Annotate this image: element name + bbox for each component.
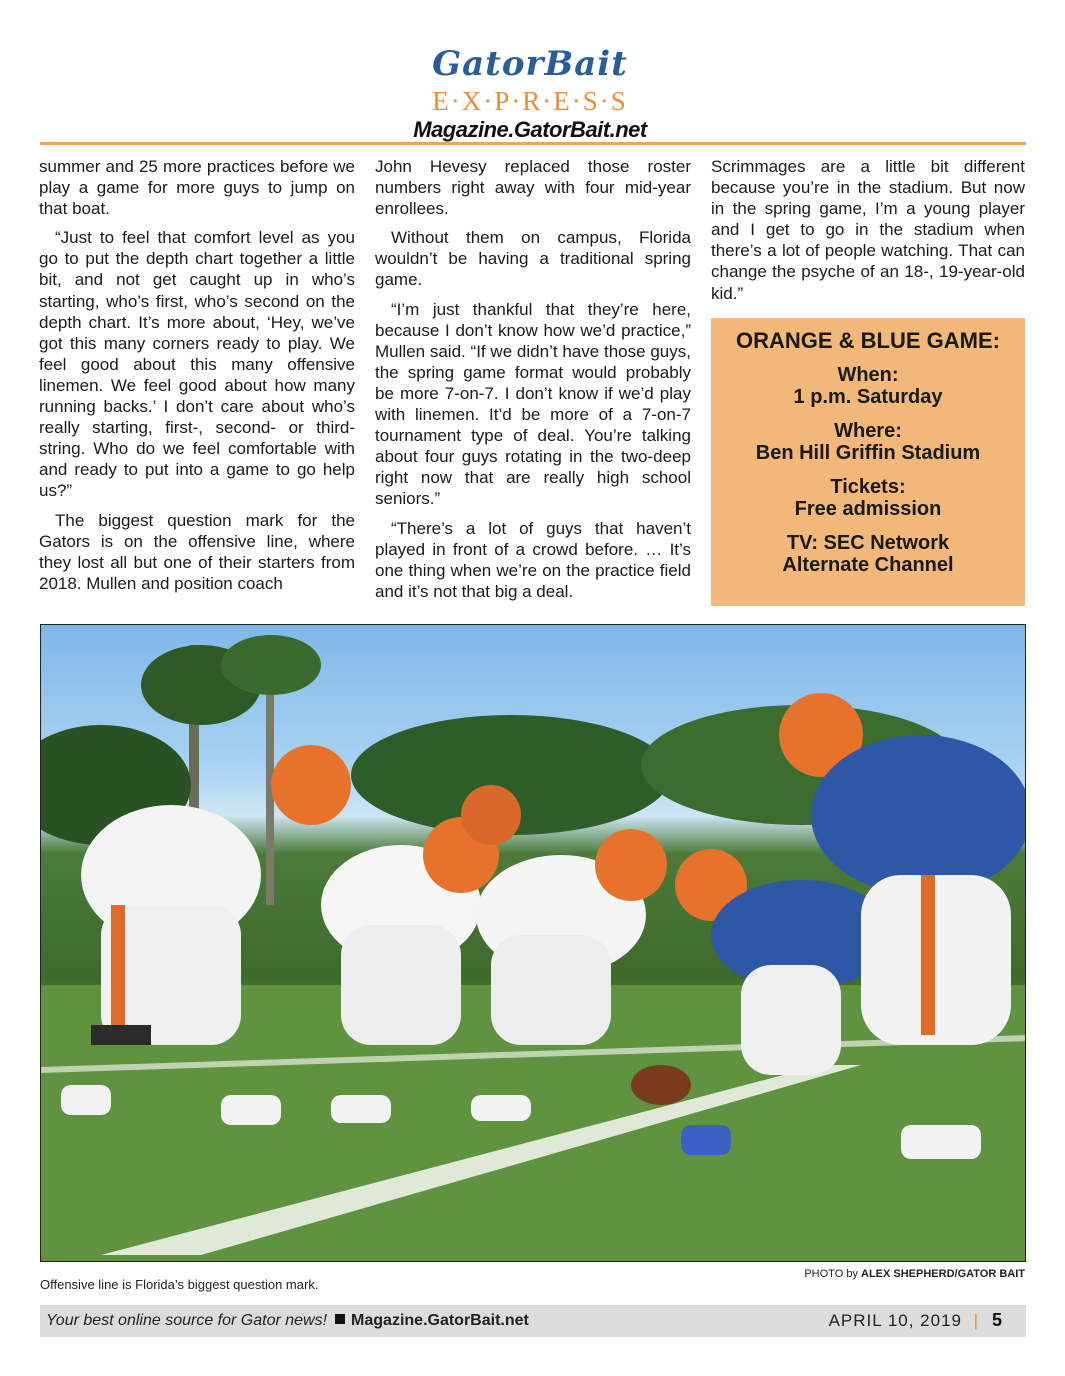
page-number: 5: [991, 1310, 1002, 1330]
photo-credit-name: ALEX SHEPHERD/GATOR BAIT: [861, 1268, 1025, 1280]
article-paragraph: The biggest question mark for the Gators is on the offensive line, where they lost all but one of their starters from 2018. Mullen and position coach: [39, 510, 355, 593]
square-bullet-icon: [335, 1314, 345, 1324]
football-line-photo: [40, 624, 1026, 1262]
article-paragraph: John Hevesy replaced those roster numbers right away with four mid-year enrollees.: [375, 157, 691, 219]
article-column-2: [375, 156, 691, 610]
photo-credit: [804, 1268, 1025, 1280]
where-value: Ben Hill Griffin Stadium: [755, 442, 981, 464]
footer-url[interactable]: Magazine.GatorBait.net: [351, 1312, 529, 1329]
when-value: 1 p.m. Saturday: [793, 386, 943, 408]
masthead-url[interactable]: Magazine.GatorBait.net: [413, 117, 647, 142]
footer-tagline: Your best online source for Gator news!: [46, 1312, 328, 1329]
masthead: [330, 40, 730, 146]
info-box-title: ORANGE & BLUE GAME:: [736, 328, 1000, 353]
photo-caption: Offensive line is Florida’s biggest question mark.: [40, 1277, 319, 1292]
where-label: Where:: [834, 420, 902, 442]
when-label: When:: [837, 364, 899, 386]
article-paragraph: “Just to feel that comfort level as you go to put the depth chart together a little bit, and not get caught up in who’s starting, who’s first, who’s second on the depth chart. It’s more about, ‘Hey, we’ve got this many corners ready to play. We feel good about this many offensive linemen. We feel good about how many running backs.’ I don’t care about who’s really starting, first-, second- or third-string. Who do we feel comfortable with and ready to put into a game to go help us?”: [39, 228, 355, 501]
article-paragraph: Scrimmages are a little bit different because you’re in the stadium. But now in the spring game, I’m a young player and I get to go in the stadium when there’s a lot of people watching. That can change the psyche of an 18-, 19-year-old kid.”: [711, 157, 1025, 303]
photo-illustration: [41, 625, 1026, 1262]
article-column-3: [711, 156, 1025, 312]
tickets-value: Free admission: [794, 498, 942, 520]
masthead-express: E·X·P·R·E·S·S: [432, 86, 628, 116]
article-column-1: [39, 156, 355, 602]
article-paragraph: summer and 25 more practices before we play a game for more guys to jump on that boat.: [39, 157, 355, 219]
footer-separator: |: [973, 1311, 978, 1330]
tickets-label: Tickets:: [830, 476, 906, 498]
article-paragraph: “I’m just thankful that they’re here, because I don’t know how we’d practice,” Mullen said. “If we didn’t have those guys, the spring game format would probably be more 7-on-7. I don’t know if we’d play with linemen. It’d be more of a 7-on-7 tournament type of deal. You’re talking about four guys rotating in the two-deep right now that are really high school seniors.”: [375, 299, 691, 509]
tv-line-1: TV: SEC Network: [786, 532, 950, 554]
article-paragraph: “There’s a lot of guys that haven’t played in front of a crowd before. … It’s one thing when we’re on the practice field and it’s not that big a deal.: [375, 518, 691, 601]
header-divider: [40, 142, 1026, 145]
masthead-title: GatorBait: [432, 44, 628, 84]
footer-left: [46, 1312, 529, 1330]
article-paragraph: Without them on campus, Florida wouldn’t be having a traditional spring game.: [375, 228, 691, 290]
footer-date: APRIL 10, 2019: [828, 1311, 962, 1330]
game-info-box: [711, 318, 1025, 606]
photo-credit-prefix: PHOTO by: [804, 1268, 858, 1280]
tv-line-2: Alternate Channel: [782, 554, 954, 576]
page-footer: [40, 1305, 1026, 1337]
